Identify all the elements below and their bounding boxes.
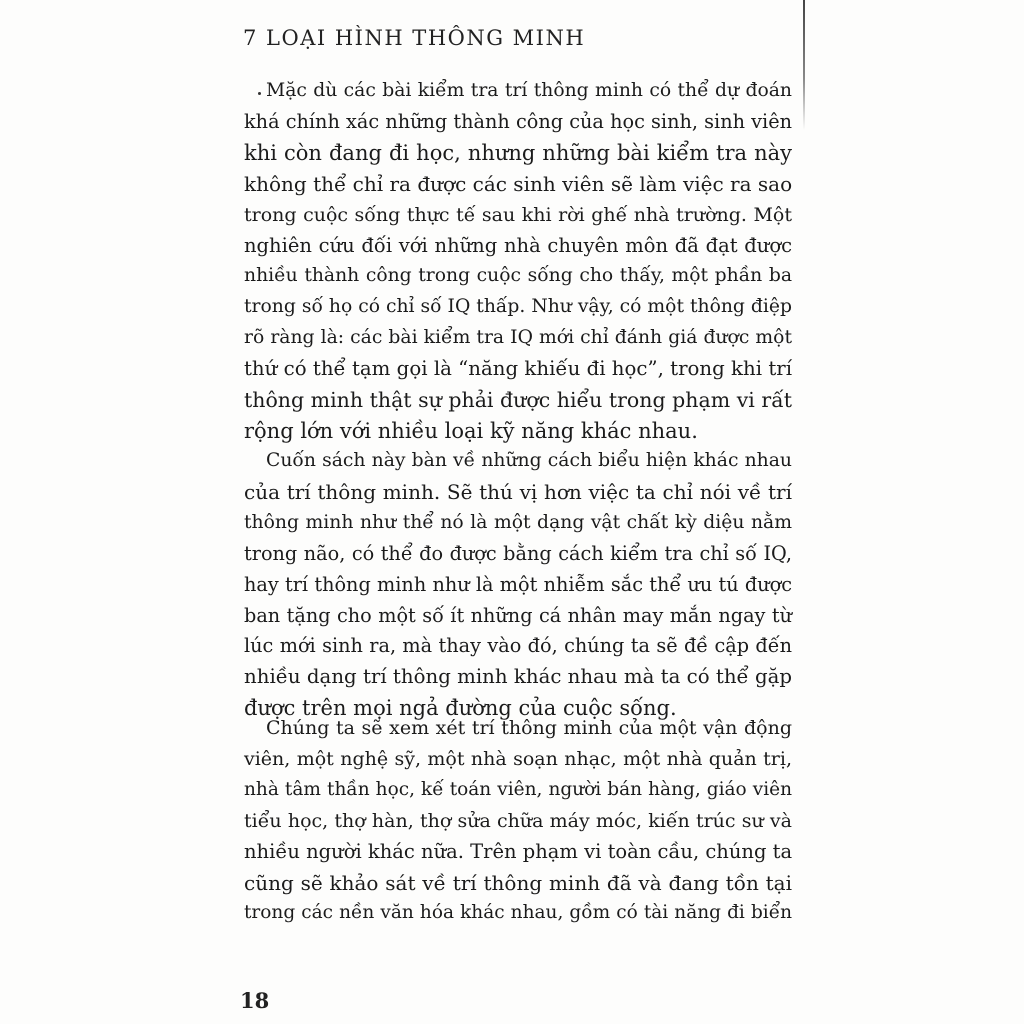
text-line: rộng lớn với nhiều loại kỹ năng khác nhau. bbox=[244, 418, 698, 443]
paragraph-1 bbox=[244, 76, 792, 447]
paragraph-2 bbox=[244, 446, 792, 724]
text-line: Cuốn sách này bàn về những cách biểu hiện khác nhau bbox=[266, 450, 792, 471]
text-line: trong não, có thể đo được bằng cách kiểm tra chỉ số IQ, bbox=[244, 541, 792, 565]
text-line: thông minh như thể nó là một dạng vật chất kỳ diệu nằm bbox=[244, 511, 792, 533]
running-header: 7 LOẠI HÌNH THÔNG MINH bbox=[243, 26, 586, 50]
scan-edge-mark bbox=[803, 0, 805, 130]
text-line: rõ ràng là: các bài kiểm tra IQ mới chỉ đánh giá được một bbox=[244, 327, 792, 349]
text-line: của trí thông minh. Sẽ thú vị hơn việc ta chỉ nói về trí bbox=[244, 479, 792, 504]
text-line: trong số họ có chỉ số IQ thấp. Như vậy, có một thông điệp bbox=[244, 296, 792, 318]
text-line: trong các nền văn hóa khác nhau, gồm có tài năng đi biển bbox=[244, 902, 792, 924]
text-line: trong cuộc sống thực tế sau khi rời ghế nhà trường. Một bbox=[244, 203, 792, 226]
text-line: tiểu học, thợ hàn, thợ sửa chữa máy móc, kiến trúc sư và bbox=[244, 809, 792, 832]
text-line: Chúng ta sẽ xem xét trí thông minh của một vận động bbox=[266, 717, 792, 739]
paragraph-3 bbox=[244, 713, 792, 929]
text-line: nhiều người khác nữa. Trên phạm vi toàn cầu, chúng ta bbox=[244, 839, 793, 863]
text-line: khi còn đang đi học, nhưng những bài kiểm tra này bbox=[244, 140, 792, 165]
text-line: nhiều dạng trí thông minh khác nhau mà ta có thể gặp bbox=[244, 665, 793, 689]
text-line: viên, một nghệ sỹ, một nhà soạn nhạc, một nhà quản trị, bbox=[244, 747, 792, 770]
text-line: lúc mới sinh ra, mà thay vào đó, chúng ta sẽ đề cập đến bbox=[244, 634, 792, 658]
text-line: không thể chỉ ra được các sinh viên sẽ làm việc ra sao bbox=[244, 171, 793, 196]
text-line: Mặc dù các bài kiểm tra trí thông minh có thể dự đoán bbox=[266, 80, 792, 101]
text-line: ban tặng cho một số ít những cá nhân may mắn ngay từ bbox=[244, 603, 792, 627]
text-line: khá chính xác những thành công của học sinh, sinh viên bbox=[244, 109, 792, 133]
text-line: cũng sẽ khảo sát về trí thông minh đã và đang tồn tại bbox=[244, 870, 792, 895]
text-line: nhà tâm thần học, kế toán viên, người bán hàng, giáo viên bbox=[244, 778, 792, 800]
text-line: thông minh thật sự phải được hiểu trong phạm vi rất bbox=[244, 388, 792, 413]
text-line: nhiều thành công trong cuộc sống cho thấy, một phần ba bbox=[244, 265, 792, 287]
text-line: được trên mọi ngả đường của cuộc sống. bbox=[244, 696, 677, 721]
page-number: 18 bbox=[240, 988, 270, 1013]
text-line: hay trí thông minh như là một nhiễm sắc thể ưu tú được bbox=[244, 572, 792, 596]
text-line: nghiên cứu đối với những nhà chuyên môn đã đạt được bbox=[244, 233, 792, 257]
text-line: thứ có thể tạm gọi là “năng khiếu đi học”, trong khi trí bbox=[244, 357, 793, 381]
